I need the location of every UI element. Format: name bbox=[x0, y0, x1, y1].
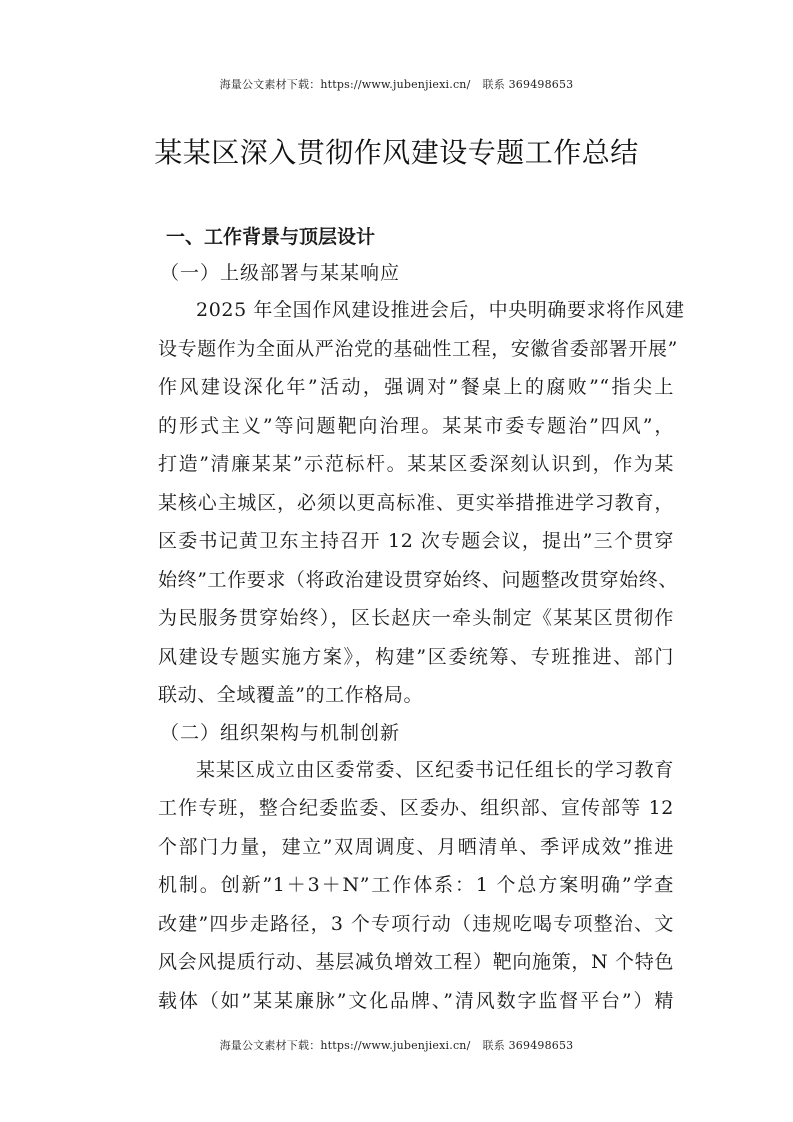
subsection-heading-2: （二）组织架构与机制创新 bbox=[160, 721, 401, 744]
paragraph-line: 联动、全域覆盖”的工作格局。 bbox=[158, 684, 424, 706]
section-heading-1: 一、工作背景与顶层设计 bbox=[166, 226, 376, 248]
header-download-text: 海量公文素材下载：https://www.jubenjiexi.cn/ bbox=[219, 78, 471, 91]
paragraph-line: 为民服务贯穿始终），区长赵庆一牵头制定《某某区贯彻作 bbox=[158, 607, 674, 629]
paragraph-line: 个部门力量，建立”双周调度、月晒清单、季评成效”推进 bbox=[158, 835, 674, 858]
paragraph-line: 机制。创新”1＋3＋N”工作体系：1 个总方案明确”学查 bbox=[158, 874, 674, 896]
header-contact-text: 联系 369498653 bbox=[482, 78, 574, 91]
paragraph-2 bbox=[120, 751, 674, 1021]
paragraph-line: 设专题作为全面从严治党的基础性工程，安徽省委部署开展” bbox=[158, 337, 678, 360]
paragraph-line: 的形式主义”等问题靶向治理。某某市委专题治”四风”， bbox=[158, 414, 674, 437]
paragraph-line: 某核心主城区，必须以更高标准、更实举措推进学习教育， bbox=[158, 491, 674, 514]
paragraph-line: 打造”清廉某某”示范标杆。某某区委深刻认识到，作为某 bbox=[158, 453, 674, 475]
paragraph-line: 改建”四步走路径，3 个专项行动（违规吃喝专项整治、文 bbox=[158, 912, 674, 935]
paragraph-line: 某某区成立由区委常委、区纪委书记任组长的学习教育 bbox=[196, 758, 674, 781]
paragraph-line: 工作专班，整合纪委监委、区委办、组织部、宣传部等 12 bbox=[158, 797, 674, 819]
paragraph-line: 区委书记黄卫东主持召开 12 次专题会议，提出”三个贯穿 bbox=[158, 530, 674, 552]
footer-contact-text: 联系 369498653 bbox=[482, 1039, 574, 1052]
paragraph-line: 2025 年全国作风建设推进会后，中央明确要求将作风建 bbox=[196, 299, 685, 321]
document-title: 某某区深入贯彻作风建设专题工作总结 bbox=[154, 136, 639, 169]
paragraph-line: 作风建设深化年”活动，强调对”餐桌上的腐败”“指尖上 bbox=[158, 376, 674, 398]
paragraph-line: 始终”工作要求（将政治建设贯穿始终、问题整改贯穿始终、 bbox=[158, 568, 678, 591]
paragraph-line: 风会风提质行动、基层减负增效工程）靶向施策，N 个特色 bbox=[158, 951, 674, 973]
subsection-heading-1: （一）上级部署与某某响应 bbox=[160, 262, 401, 284]
paragraph-1 bbox=[120, 291, 685, 715]
page-footer bbox=[0, 1037, 793, 1053]
paragraph-line: 风建设专题实施方案》，构建”区委统筹、专班推进、部门 bbox=[158, 645, 674, 668]
document-body bbox=[120, 219, 685, 1020]
page-header bbox=[0, 76, 793, 92]
paragraph-line: 载体（如”某某廉脉”文化品牌、”清风数字监督平台”）精 bbox=[158, 989, 674, 1012]
footer-download-text: 海量公文素材下载：https://www.jubenjiexi.cn/ bbox=[219, 1039, 471, 1052]
